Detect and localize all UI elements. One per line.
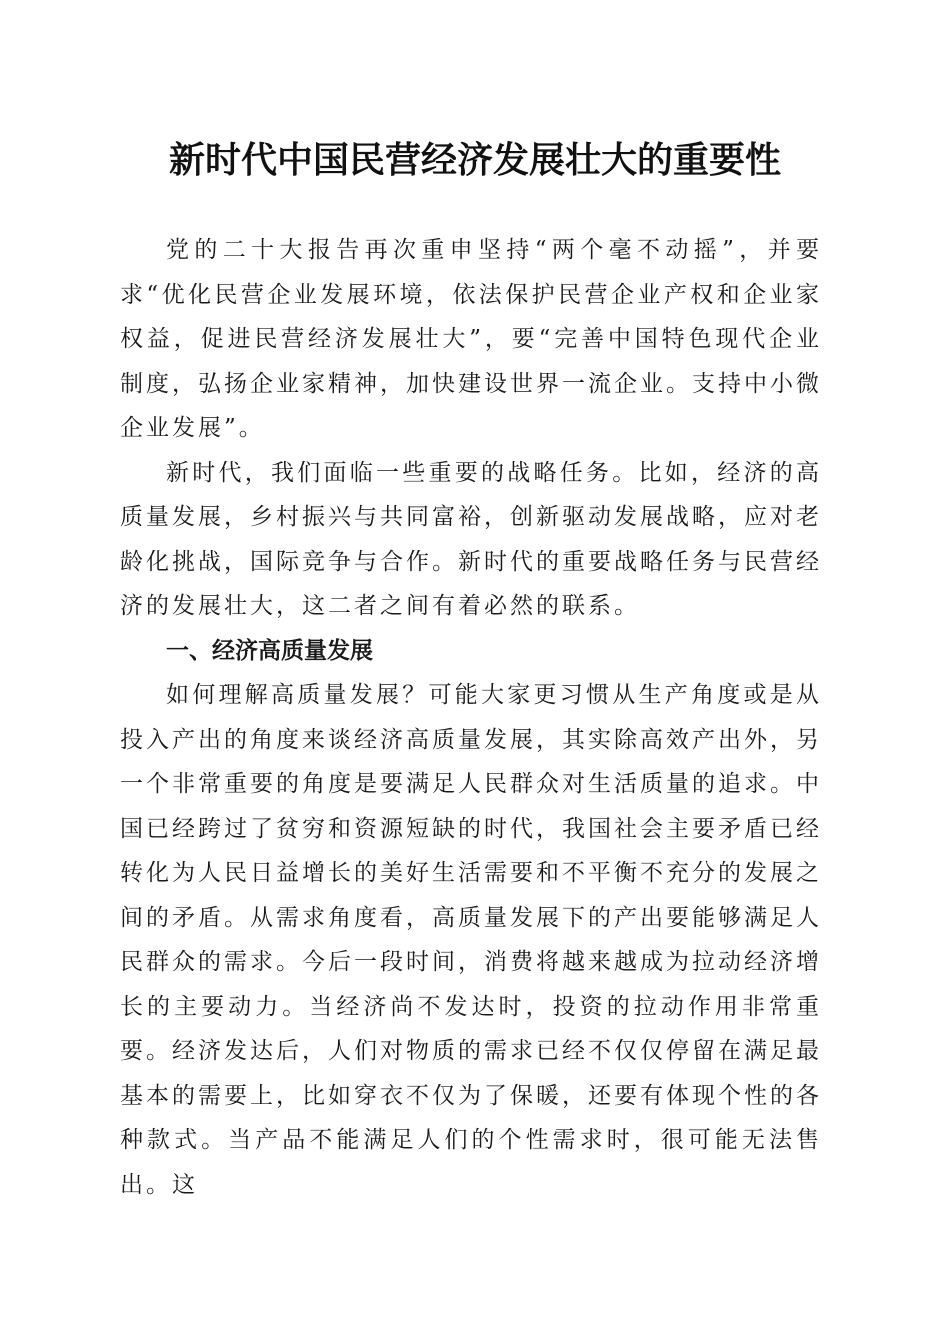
paragraph-high-quality-development: 如何理解高质量发展？可能大家更习惯从生产角度或是从投入产出的角度来谈经济高质量发展，其实除高效产出外，另一个非常重要的角度是要满足人民群众对生活质量的追求。中国已经跨过了贫穷和资源短缺的时代，我国社会主要矛盾已经转化为人民日益增长的美好生活需要和不平衡不充分的发展之间的矛盾。从需求角度看，高质量发展下的产出要能够满足人民群众的需求。今后一段时间，消费将越来越成为拉动经济增长的主要动力。当经济尚不发达时，投资的拉动作用非常重要。经济发达后，人们对物质的需求已经不仅仅停留在满足最基本的需要上，比如穿衣不仅为了保暖，还要有体现个性的各种款式。当产品不能满足人们的个性需求时，很可能无法售出。这 [120,682,822,1198]
document-title: 新时代中国民营经济发展壮大的重要性 [168,139,781,181]
document-body [120,228,822,1207]
paragraph-intro: 党的二十大报告再次重申坚持“两个毫不动摇”，并要求“优化民营企业发展环境，依法保护民营企业产权和企业家权益，促进民营经济发展壮大”，要“完善中国特色现代企业制度，弘扬企业家精神，加快建设世界一流企业。支持中小微企业发展”。 [120,237,822,441]
section-heading: 一、经济高质量发展 [166,637,373,664]
paragraph-strategic-tasks: 新时代，我们面临一些重要的战略任务。比如，经济的高质量发展，乡村振兴与共同富裕，创新驱动发展战略，应对老龄化挑战，国际竞争与合作。新时代的重要战略任务与民营经济的发展壮大，这二者之间有着必然的联系。 [120,459,822,619]
